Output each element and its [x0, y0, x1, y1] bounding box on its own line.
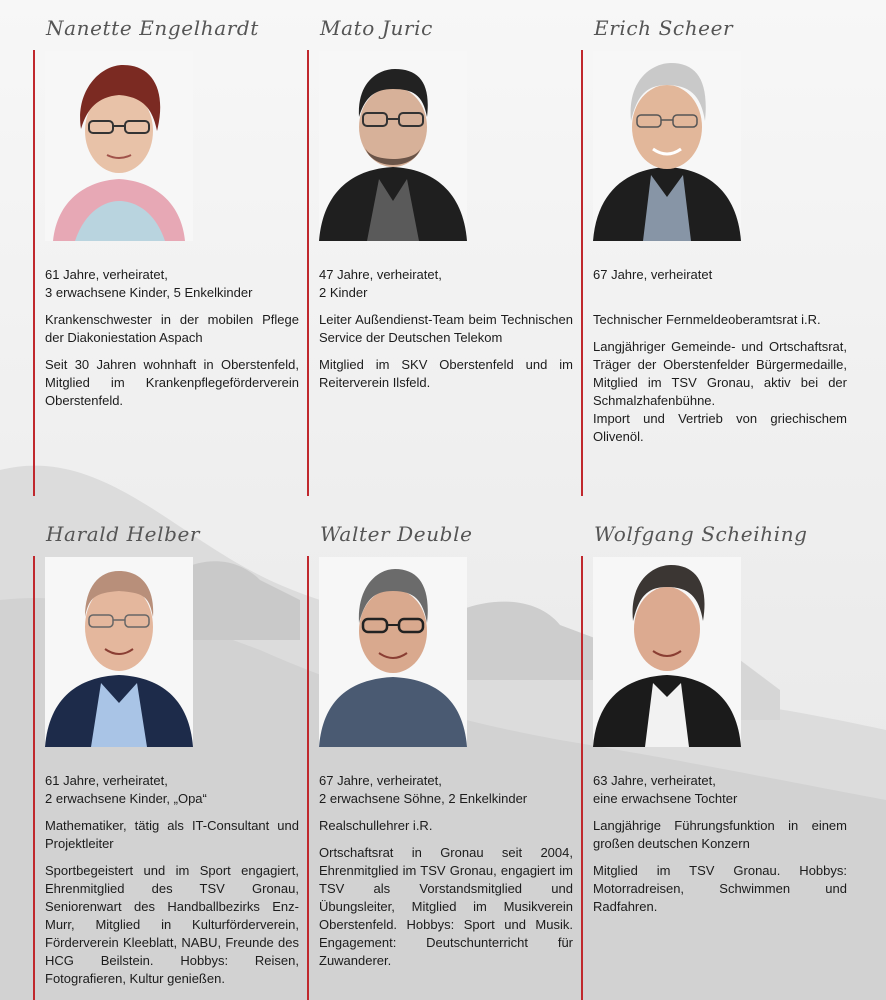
- person-name: Nanette Engelhardt: [46, 16, 259, 40]
- occupation-paragraph: Langjährige Führungsfunktion in einem großen deutschen Konzern: [593, 818, 847, 851]
- person-name: Erich Scheer: [594, 16, 734, 40]
- person-name: Harald Helber: [46, 522, 201, 546]
- person-info: [45, 772, 299, 997]
- portrait-photo: [593, 557, 741, 747]
- bio-paragraph: Sportbegeistert und im Sport engagiert, Ehrenmitglied des TSV Gronau, Seniorenwart des Handballbezirks Enz-Murr, Mitglied in Kulturförderverein, Förderverein Kleeblatt, NABU, Freunde des HCG Beilstein. Hobbys: Reisen, Fotografieren, Kultur genießen.: [45, 863, 299, 986]
- bio-paragraph: Langjähriger Gemeinde- und Ortschaftsrat, Träger der Oberstenfelder Bürgermedaille, Mitglied im TSV Gronau, aktiv bei der Schmalzhafenbühne.: [593, 339, 847, 408]
- person-info: [319, 266, 573, 401]
- bio-paragraph-extra: Import und Vertrieb von griechischem Olivenöl.: [593, 411, 847, 444]
- bio-paragraph: Seit 30 Jahren wohnhaft in Oberstenfeld, Mitglied im Krankenpflegeförderverein Oberstenfeld.: [45, 357, 299, 408]
- age-line: 63 Jahre, verheiratet,: [593, 773, 716, 788]
- family-line: 3 erwachsene Kinder, 5 Enkelkinder: [45, 285, 253, 300]
- person-info: [319, 772, 573, 979]
- accent-line: [581, 556, 583, 1000]
- person-name: Walter Deuble: [320, 522, 473, 546]
- accent-line: [307, 50, 309, 496]
- family-line: 2 Kinder: [319, 285, 368, 300]
- person-name: Mato Juric: [320, 16, 433, 40]
- person-name: Wolfgang Scheihing: [594, 522, 808, 546]
- bio-paragraph: Mitglied im SKV Oberstenfeld und im Reiterverein Ilsfeld.: [319, 357, 573, 390]
- person-info: [593, 772, 847, 925]
- family-line: 2 erwachsene Söhne, 2 Enkelkinder: [319, 791, 528, 806]
- portrait-photo: [593, 51, 741, 241]
- occupation-paragraph: Krankenschwester in der mobilen Pflege der Diakoniestation Aspach: [45, 312, 299, 345]
- person-info: [593, 266, 847, 455]
- bio-paragraph: Ortschaftsrat in Gronau seit 2004, Ehrenmitglied im TSV Gronau, engagiert im TSV als Vorstandsmitglied und Übungsleiter, Mitglied im Musikverein Oberstenfeld. Hobbys: Sport und Musik. Engagement: Deutschunterricht für Zuwanderer.: [319, 845, 573, 968]
- accent-line: [33, 556, 35, 1000]
- portrait-photo: [319, 51, 467, 241]
- portrait-photo: [319, 557, 467, 747]
- portrait-photo: [45, 557, 193, 747]
- portrait-photo: [45, 51, 193, 241]
- age-line: 67 Jahre, verheiratet: [593, 267, 713, 282]
- age-line: 47 Jahre, verheiratet,: [319, 267, 442, 282]
- occupation-paragraph: Leiter Außendienst-Team beim Technischen Service der Deutschen Telekom: [319, 312, 573, 345]
- family-line: eine erwachsene Tochter: [593, 791, 738, 806]
- occupation-paragraph: Mathematiker, tätig als IT-Consultant und Projektleiter: [45, 818, 299, 851]
- age-line: 61 Jahre, verheiratet,: [45, 773, 168, 788]
- occupation-paragraph: Technischer Fernmeldeoberamtsrat i.R.: [593, 312, 821, 327]
- family-line: [593, 284, 847, 302]
- family-line: 2 erwachsene Kinder, „Opa“: [45, 791, 207, 806]
- age-line: 61 Jahre, verheiratet,: [45, 267, 168, 282]
- person-info: [45, 266, 299, 419]
- bio-paragraph: Mitglied im TSV Gronau. Hobbys: Motorradreisen, Schwimmen und Radfahren.: [593, 863, 847, 914]
- age-line: 67 Jahre, verheiratet,: [319, 773, 442, 788]
- accent-line: [33, 50, 35, 496]
- occupation-paragraph: Realschullehrer i.R.: [319, 818, 433, 833]
- accent-line: [581, 50, 583, 496]
- accent-line: [307, 556, 309, 1000]
